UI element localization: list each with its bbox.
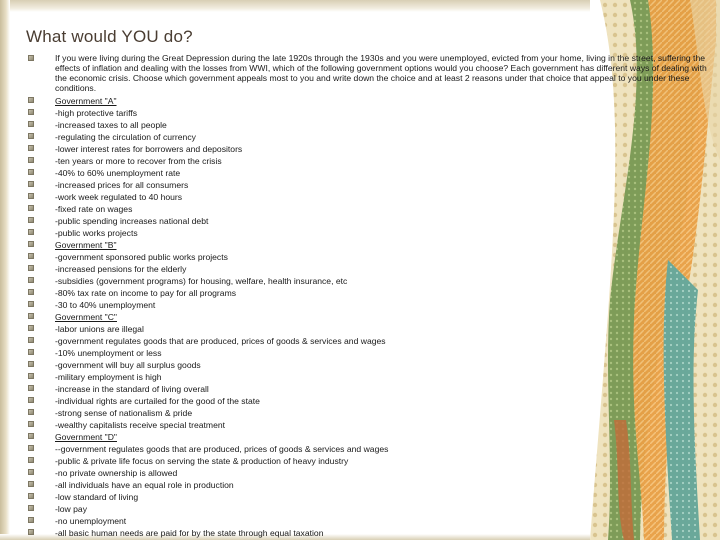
bullet-icon — [28, 193, 34, 199]
bullet-icon — [28, 373, 34, 379]
list-item — [28, 515, 718, 527]
list-item — [28, 143, 718, 155]
list-item-text: -30 to 40% unemployment — [55, 300, 156, 310]
bullet-icon — [28, 409, 34, 415]
bullet-icon — [28, 265, 34, 271]
list-item — [28, 227, 718, 239]
list-item-text: -individual rights are curtailed for the good of the state — [55, 396, 260, 406]
list-item-text: -public & private life focus on serving the state & production of heavy industry — [55, 456, 349, 466]
list-item-text: -government sponsored public works projects — [55, 252, 228, 262]
list-item-text: -labor unions are illegal — [55, 324, 144, 334]
intro-paragraph — [28, 53, 718, 93]
bullet-icon — [28, 337, 34, 343]
list-item-text: -10% unemployment or less — [55, 348, 162, 358]
bullet-icon — [28, 457, 34, 463]
left-border — [0, 0, 10, 540]
bullet-icon — [28, 157, 34, 163]
list-item — [28, 467, 718, 479]
bullet-icon — [28, 325, 34, 331]
list-item — [28, 407, 718, 419]
list-item — [28, 503, 718, 515]
section-heading-text: Government "B" — [55, 240, 117, 250]
section-heading — [28, 239, 718, 251]
list-item-text: -military employment is high — [55, 372, 162, 382]
list-item — [28, 347, 718, 359]
bullet-icon — [28, 529, 34, 535]
list-item-text: -government regulates goods that are produced, prices of goods & services and wages — [55, 336, 386, 346]
list-item — [28, 455, 718, 467]
bullet-icon — [28, 385, 34, 391]
list-item — [28, 131, 718, 143]
list-item-text: -40% to 60% unemployment rate — [55, 168, 181, 178]
bullet-icon — [28, 397, 34, 403]
bullet-icon — [28, 445, 34, 451]
bullet-icon — [28, 241, 34, 247]
slide-title: What would YOU do? — [26, 27, 193, 46]
list-item — [28, 335, 718, 347]
list-item-text: -work week regulated to 40 hours — [55, 192, 183, 202]
list-item-text: -increased taxes to all people — [55, 120, 167, 130]
bullet-icon — [28, 181, 34, 187]
list-item-text: -increased prices for all consumers — [55, 180, 189, 190]
list-item-text: --government regulates goods that are produced, prices of goods & services and wages — [55, 444, 389, 454]
section-heading — [28, 431, 718, 443]
list-item-text: -all basic human needs are paid for by the state through equal taxation — [55, 528, 324, 538]
bullet-icon — [28, 289, 34, 295]
section-heading — [28, 95, 718, 107]
list-item — [28, 191, 718, 203]
list-item — [28, 215, 718, 227]
list-item — [28, 383, 718, 395]
section-heading-text: Government "C" — [55, 312, 117, 322]
list-item-text: -no private ownership is allowed — [55, 468, 178, 478]
bullet-icon — [28, 361, 34, 367]
bullet-icon — [28, 481, 34, 487]
bullet-icon — [28, 169, 34, 175]
list-item-text: -wealthy capitalists receive special treatment — [55, 420, 226, 430]
list-item-text: -public works projects — [55, 228, 138, 238]
list-item-text: -low standard of living — [55, 492, 139, 502]
bullet-icon — [28, 109, 34, 115]
list-item — [28, 263, 718, 275]
list-item — [28, 251, 718, 263]
list-item — [28, 167, 718, 179]
bullet-icon — [28, 253, 34, 259]
list-item-text: -80% tax rate on income to pay for all programs — [55, 288, 237, 298]
list-item — [28, 287, 718, 299]
bullet-icon — [28, 349, 34, 355]
section-heading — [28, 311, 718, 323]
list-item-text: -fixed rate on wages — [55, 204, 133, 214]
list-item — [28, 275, 718, 287]
list-item-text: -government will buy all surplus goods — [55, 360, 201, 370]
list-item-text: -increase in the standard of living overall — [55, 384, 209, 394]
section-heading-text: Government "D" — [55, 432, 117, 442]
bullet-icon — [28, 505, 34, 511]
list-item-text: -increased pensions for the elderly — [55, 264, 187, 274]
bullet-icon — [28, 97, 34, 103]
list-item — [28, 323, 718, 335]
intro-text: If you were living during the Great Depression during the late 1920s through the 1930s and you were unemployed, evicted from your home, living in the street, suffering the effects of inflation and dealing with the losses from WWI, which of the following government options would you choose? Each government has different ways of dealing with the economic crisis. Choose which government appeals most to you and write down the choice and at least 2 reasons under that choice that appeal to you under these conditions. — [55, 53, 707, 93]
list-item — [28, 179, 718, 191]
list-item-text: -lower interest rates for borrowers and depositors — [55, 144, 243, 154]
list-item-text: -regulating the circulation of currency — [55, 132, 196, 142]
bullet-icon — [28, 433, 34, 439]
list-item — [28, 443, 718, 455]
bullet-icon — [28, 205, 34, 211]
list-item — [28, 119, 718, 131]
list-item-text: -all individuals have an equal role in production — [55, 480, 234, 490]
bullet-icon — [28, 145, 34, 151]
bullet-icon — [28, 121, 34, 127]
bullet-icon — [28, 55, 34, 61]
list-item — [28, 155, 718, 167]
bullet-icon — [28, 469, 34, 475]
bullet-icon — [28, 133, 34, 139]
bullet-icon — [28, 277, 34, 283]
bullet-icon — [28, 229, 34, 235]
bullet-icon — [28, 313, 34, 319]
list-item-text: -public spending increases national debt — [55, 216, 209, 226]
list-item — [28, 419, 718, 431]
content-list — [28, 53, 718, 539]
list-item-text: -strong sense of nationalism & pride — [55, 408, 193, 418]
list-item-text: -no unemployment — [55, 516, 127, 526]
list-item — [28, 527, 718, 539]
list-item — [28, 371, 718, 383]
list-item — [28, 359, 718, 371]
list-item — [28, 491, 718, 503]
list-item — [28, 107, 718, 119]
bullet-icon — [28, 217, 34, 223]
list-item — [28, 479, 718, 491]
list-item-text: -subsidies (government programs) for housing, welfare, health insurance, etc — [55, 276, 348, 286]
list-item — [28, 203, 718, 215]
bullet-icon — [28, 517, 34, 523]
list-item — [28, 395, 718, 407]
list-item-text: -ten years or more to recover from the crisis — [55, 156, 222, 166]
list-item-text: -high protective tariffs — [55, 108, 137, 118]
list-item-text: -low pay — [55, 504, 87, 514]
bullet-icon — [28, 301, 34, 307]
bullet-icon — [28, 421, 34, 427]
section-heading-text: Government "A" — [55, 96, 117, 106]
bullet-icon — [28, 493, 34, 499]
list-item — [28, 299, 718, 311]
